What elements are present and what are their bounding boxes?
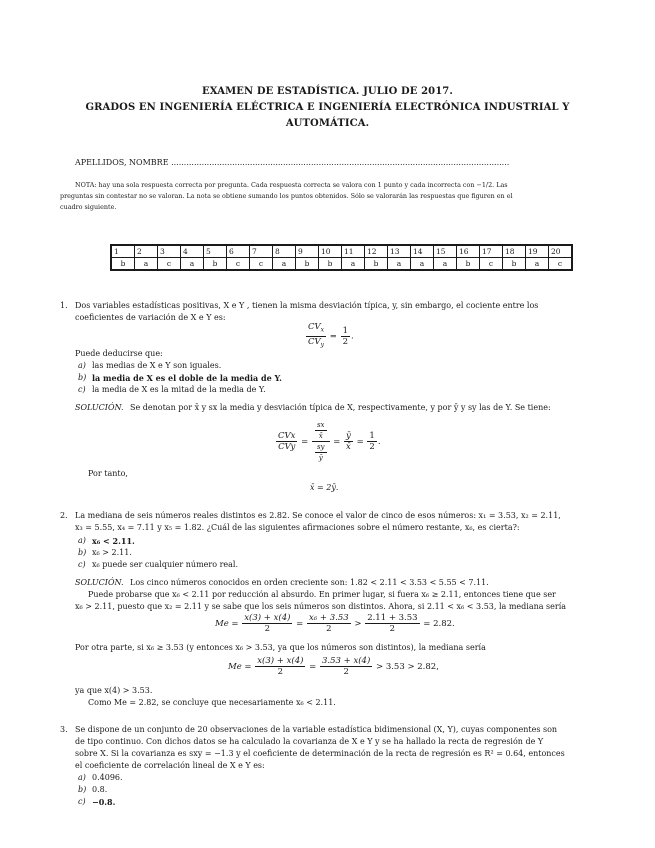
- answer-table-number-cell: 13: [388, 245, 411, 258]
- question-3-statement-line1: Se dispone de un conjunto de 20 observaciones de la variable estadística bidimensional (X, Y), cuyas componentes son: [75, 725, 558, 734]
- question-1-statement-line2: coeficientes de variación de X e Y es:: [75, 313, 226, 322]
- question-1-statement-line1: Dos variables estadísticas positivas, X e Y , tienen la misma desviación típica, y, sin embargo, el cociente entre los: [75, 301, 539, 310]
- answer-table-number-cell: 5: [204, 245, 227, 258]
- answer-table-number-cell: 3: [158, 245, 181, 258]
- eq1-f2-num: x₆ + 3.53: [309, 613, 349, 623]
- answer-table-number-cell: 1: [111, 245, 135, 258]
- answer-table-number-cell: 19: [526, 245, 549, 258]
- sy-over-ybar: [315, 442, 327, 463]
- answer-table-answer-cell[interactable]: b: [111, 258, 135, 271]
- answer-table-number-cell: 4: [181, 245, 204, 258]
- answer-table-number-cell: 15: [434, 245, 457, 258]
- half-num: 1: [369, 431, 375, 441]
- equals-sign: =: [329, 331, 337, 342]
- answer-table-answer-cell[interactable]: b: [365, 258, 388, 271]
- eq1-fraction-1: [242, 613, 292, 634]
- exam-title-line2: GRADOS EN INGENIERÍA ELÉCTRICA E INGENIERÍA ELECTRÓNICA INDUSTRIAL Y: [85, 102, 570, 113]
- q1-solution-label: SOLUCIÓN.: [75, 403, 124, 412]
- q3-option-c-label: c): [78, 797, 86, 806]
- student-name-field[interactable]: APELLIDOS, NOMBRE .....................................................................................................................................: [75, 158, 510, 167]
- answer-table-answer-cell[interactable]: b: [204, 258, 227, 271]
- q2-option-b[interactable]: x₆ > 2.11.: [92, 548, 132, 557]
- ybar-term: ȳ: [318, 454, 323, 462]
- answer-table-answer-cell[interactable]: c: [227, 258, 250, 271]
- answer-table-number-cell: 9: [296, 245, 319, 258]
- cv-ratio-fraction-sol: [276, 431, 297, 452]
- answer-table-number-cell: 17: [480, 245, 503, 258]
- q3-option-c[interactable]: −0.8.: [92, 797, 116, 807]
- period: .: [351, 331, 354, 342]
- answer-table-number-cell: 7: [250, 245, 273, 258]
- answer-table: [110, 244, 573, 271]
- question-3-number: 3.: [60, 725, 68, 734]
- eq1-f3-num: 2.11 + 3.53: [367, 613, 418, 623]
- exam-title-line1: EXAMEN DE ESTADÍSTICA. JULIO DE 2017.: [202, 86, 453, 97]
- eq2-fraction-2: [320, 656, 372, 677]
- q3-option-a-label: a): [78, 773, 86, 782]
- xbar-term: x̄: [318, 432, 323, 440]
- cv-ratio-fraction: [306, 322, 326, 350]
- fraction-denominator: 2: [342, 336, 348, 347]
- eq1-f1-num: x(3) + x(4): [244, 613, 291, 623]
- answer-table-number-cell: 2: [135, 245, 158, 258]
- question-2-statement-line2: x₃ = 5.55, x₄ = 7.11 y x₅ = 1.82. ¿Cuál de las siguientes afirmaciones sobre el número restante, x₆, es cierta?:: [75, 523, 520, 532]
- q1-conclusion: x̄ = 2ȳ.: [310, 483, 339, 492]
- answer-table-answer-cell[interactable]: b: [319, 258, 342, 271]
- answer-table-answer-cell[interactable]: a: [526, 258, 549, 271]
- answer-table-number-cell: 11: [342, 245, 365, 258]
- q1-solution-equation: $\frac{\text{CVx}}{\text{CVy}}$ = $\frac{\frac{sx}{x̄}}{\frac{sy}{ȳ}}$ = $\frac{ȳ}{x̄}$ = $\frac{1}{2}$ .: [278, 421, 381, 462]
- answer-table-number-cell: 18: [503, 245, 526, 258]
- eq1-result: = 2.82.: [423, 619, 455, 629]
- me-lhs: Me =: [215, 619, 239, 629]
- cv-y-sub: y: [320, 341, 325, 349]
- q2-option-a-label: a): [78, 536, 86, 545]
- answer-table-number-cell: 6: [227, 245, 250, 258]
- note-line1: NOTA: hay una sola respuesta correcta por pregunta. Cada respuesta correcta se valora con 1 punto y cada incorrecta con −1/2. Las: [75, 181, 508, 189]
- q2-solution-p1: Puede probarse que x₆ < 2.11 por reducción al absurdo. En primer lugar, si fuera x₆ ≥ 2.11, entonces tiene que ser: [88, 590, 556, 599]
- half-den: 2: [369, 442, 375, 452]
- question-3-statement-line3: sobre X. Si la covarianza es sxy = −1.3 y el coeficiente de determinación de la recta de regresión es R² = 0.64, entonces: [75, 749, 565, 758]
- answer-table-number-cell: 12: [365, 245, 388, 258]
- sy-term: sy: [316, 443, 325, 451]
- cv-y-label: CV: [308, 336, 321, 347]
- q1-option-b[interactable]: la media de X es el doble de la media de Y.: [92, 373, 282, 383]
- q1-option-c-label: c): [78, 385, 86, 394]
- answer-table-answer-cell[interactable]: c: [158, 258, 181, 271]
- eq2-f2-num: 3.53 + x(4): [322, 656, 371, 666]
- note-line3: cuadro siguiente.: [60, 203, 117, 211]
- question-2-number: 2.: [60, 511, 68, 520]
- answer-table-answer-cell[interactable]: a: [135, 258, 158, 271]
- answer-table-number-cell: 14: [411, 245, 434, 258]
- answer-table-answer-cell[interactable]: a: [273, 258, 296, 271]
- question-1-prompt: Puede deducirse que:: [75, 349, 163, 358]
- answer-table-answer-cell[interactable]: a: [181, 258, 204, 271]
- question-3-statement-line2: de tipo continuo. Con dichos datos se ha calculado la covarianza de X e Y y se ha hallado la recta de regresión de Y: [75, 737, 544, 746]
- answer-table-answer-cell[interactable]: a: [411, 258, 434, 271]
- answer-table-answer-cell[interactable]: b: [457, 258, 480, 271]
- q3-option-a[interactable]: 0.4096.: [92, 773, 123, 782]
- answer-table-answer-cell[interactable]: a: [434, 258, 457, 271]
- q2-solution-p2: x₆ > 2.11, puesto que x₂ = 2.11 y se sabe que los seis números son distintos. Ahora, si 2.11 < x₆ < 3.53, la mediana sería: [75, 602, 567, 611]
- ybar-over-xbar: [344, 431, 353, 452]
- answer-table-answer-cell[interactable]: c: [480, 258, 503, 271]
- q1-option-b-label: b): [78, 373, 87, 382]
- q2-option-b-label: b): [78, 548, 87, 557]
- sx-term: sx: [316, 421, 325, 429]
- sx-over-xbar: [315, 420, 327, 441]
- q2-median-equation-1: Me = $\frac{x(3) + x(4)}{2}$ = $\frac{\text{x₆ + 3.53}}{2}$ > $\frac{2.11 + 3.53}{2}$ = 2.82.: [215, 613, 455, 634]
- one-half-fraction: [341, 326, 350, 347]
- cv-x-label: CV: [308, 322, 321, 332]
- question-3-statement-line4: el coeficiente de correlación lineal de X e Y es:: [75, 761, 265, 770]
- question-2-statement-line1: La mediana de seis números reales distintos es 2.82. Se conoce el valor de cinco de esos números: x₁ = 3.53, x₂ = 2.11,: [75, 511, 561, 520]
- eq1-f2-den: 2: [326, 624, 332, 634]
- eq2-fraction-1: [255, 656, 305, 677]
- answer-table-answers-row: [111, 258, 572, 271]
- q1-option-a[interactable]: las medias de X e Y son iguales.: [92, 361, 222, 370]
- exam-title-line3: AUTOMÁTICA.: [285, 118, 370, 129]
- eq1-f1-den: 2: [264, 624, 271, 634]
- q1-option-c[interactable]: la media de X es la mitad de la media de Y.: [92, 385, 266, 394]
- cv-y-term: CVy: [278, 442, 296, 452]
- q2-option-c-label: c): [78, 560, 86, 569]
- eq1-fraction-3: [365, 613, 419, 634]
- compound-fraction: [312, 420, 330, 463]
- question-1-equation: [305, 322, 354, 350]
- xbar-den: x̄: [346, 442, 351, 452]
- answer-table-numbers-row: [111, 245, 572, 258]
- note-line2: preguntas sin contestar no se valoran. La nota se obtiene sumando los puntos obtenidos. Sólo se valorarán las respuestas que figuren en el: [60, 192, 513, 200]
- answer-table-answer-cell[interactable]: c: [250, 258, 273, 271]
- q3-option-b[interactable]: 0.8.: [92, 785, 108, 794]
- cv-x-term: CVx: [278, 431, 296, 441]
- ybar-num: ȳ: [346, 431, 351, 441]
- q1-option-a-label: a): [78, 361, 86, 370]
- one-half-result: [367, 431, 376, 452]
- answer-table-answer-cell[interactable]: a: [388, 258, 411, 271]
- q1-solution-text: Se denotan por x̄ y sx la media y desviación típica de X, respectivamente, y por ȳ y sy las de Y. Se tiene:: [130, 403, 551, 412]
- q2-solution-text: Los cinco números conocidos en orden creciente son: 1.82 < 2.11 < 3.53 < 5.55 < 7.11.: [130, 578, 489, 587]
- eq2-f1-den: 2: [277, 667, 284, 677]
- answer-table-answer-cell[interactable]: b: [503, 258, 526, 271]
- eq1-fraction-2: [307, 613, 351, 634]
- q2-option-a[interactable]: x₆ < 2.11.: [92, 536, 135, 546]
- fraction-numerator: 1: [342, 325, 348, 336]
- answer-table-number-cell: 8: [273, 245, 296, 258]
- answer-table-answer-cell[interactable]: c: [549, 258, 573, 271]
- answer-table-answer-cell[interactable]: b: [296, 258, 319, 271]
- q2-solution-label: SOLUCIÓN.: [75, 578, 124, 587]
- answer-table-answer-cell[interactable]: a: [342, 258, 365, 271]
- q2-median-equation-2: Me = $\frac{x(3) + x(4)}{2}$ = $\frac{3.53 + x(4)}{2}$ > 3.53 > 2.82,: [228, 656, 439, 677]
- q3-option-b-label: b): [78, 785, 87, 794]
- q2-option-c[interactable]: x₆ puede ser cualquier número real.: [92, 560, 239, 569]
- cv-x-sub: x: [320, 326, 325, 334]
- eq2-result: > 3.53 > 2.82,: [376, 662, 439, 672]
- eq1-f3-den: 2: [389, 624, 396, 634]
- answer-table-number-cell: 16: [457, 245, 480, 258]
- answer-table-number-cell: 20: [549, 245, 573, 258]
- q2-solution-p3: Por otra parte, si x₆ ≥ 3.53 (y entonces x₆ > 3.53, ya que los números son distintos), la mediana sería: [75, 643, 486, 652]
- q2-solution-p4: ya que x(4) > 3.53.: [75, 686, 153, 695]
- question-1-number: 1.: [60, 301, 68, 310]
- eq2-f1-num: x(3) + x(4): [257, 656, 304, 666]
- eq2-f2-den: 2: [343, 667, 349, 677]
- me-lhs-2: Me =: [228, 662, 252, 672]
- answer-table-number-cell: 10: [319, 245, 342, 258]
- q1-por-tanto: Por tanto,: [88, 469, 128, 478]
- q2-solution-p5: Como Me = 2.82, se concluye que necesariamente x₆ < 2.11.: [88, 698, 336, 707]
